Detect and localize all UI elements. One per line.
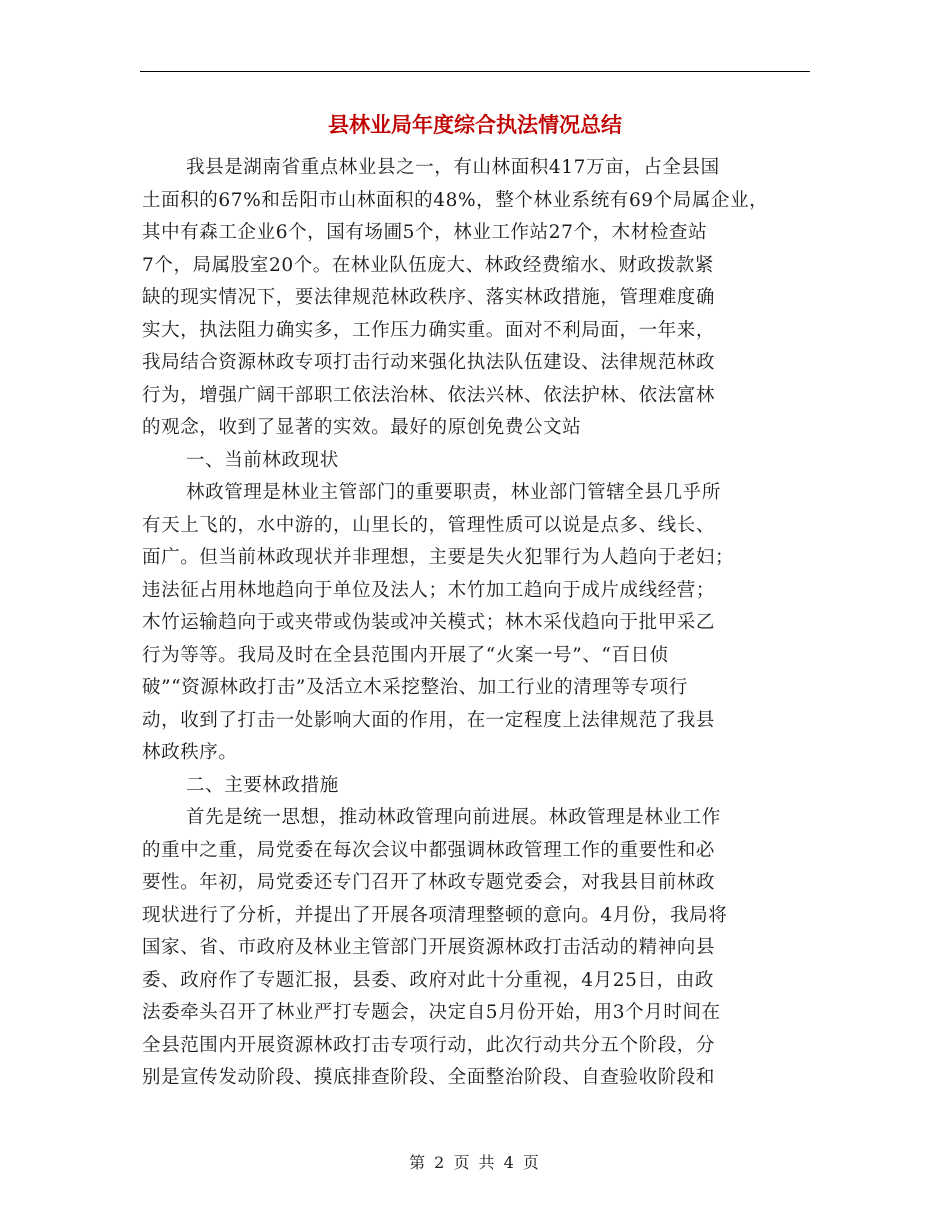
body-line: 木竹运输趋向于或夹带或伪装或冲关模式；林木采伐趋向于批甲采乙	[142, 612, 716, 633]
body-line: 现状进行了分析，并提出了开展各项清理整顿的意向。4月份，我局将	[142, 904, 728, 926]
body-line: 林政秩序。	[142, 742, 238, 763]
body-line: 的观念，收到了显著的实效。最好的原创免费公文站	[142, 417, 582, 438]
body-line: 法委牵头召开了林业严打专题会，决定自5月份开始，用3个月时间在	[142, 1002, 721, 1023]
section-heading: 二、主要林政措施	[186, 774, 339, 796]
body-line: 其中有森工企业6个，国有场圃5个，林业工作站27个，木材检查站	[142, 222, 708, 243]
body-line: 行为等等。我局及时在全县范围内开展了“火案一号”、“百日侦	[142, 644, 669, 666]
body-line: 林政管理是林业主管部门的重要职责，林业部门管辖全县几乎所	[186, 482, 721, 503]
body-line: 的重中之重，局党委在每次会议中都强调林政管理工作的重要性和必	[142, 839, 716, 861]
body-line: 面广。但当前林政现状并非理想，主要是失火犯罪行为人趋向于老妇；	[142, 547, 735, 568]
body-line: 缺的现实情况下，要法律规范林政秩序、落实林政措施，管理难度确	[142, 287, 716, 308]
body-line: 首先是统一思想，推动林政管理向前进展。林政管理是林业工作	[186, 807, 721, 828]
section-heading: 一、当前林政现状	[186, 449, 339, 471]
body-line: 动，收到了打击一处影响大面的作用，在一定程度上法律规范了我县	[142, 709, 716, 731]
body-line: 我局结合资源林政专项打击行动来强化执法队伍建设、法律规范林政	[142, 352, 716, 373]
body-line: 要性。年初，局党委还专门召开了林政专题党委会，对我县目前林政	[142, 872, 716, 893]
body-line: 7个，局属股室20个。在林业队伍庞大、林政经费缩水、财政拨款紧	[142, 254, 714, 276]
body-line: 全县范围内开展资源林政打击专项行动，此次行动共分五个阶段，分	[142, 1034, 716, 1056]
document-title: 县林业局年度综合执法情况总结	[328, 113, 622, 137]
header-rule	[140, 71, 810, 72]
page-number: 第 2 页 共 4 页	[409, 1153, 541, 1172]
body-line: 别是宣传发动阶段、摸底排查阶段、全面整治阶段、自查验收阶段和	[142, 1067, 716, 1088]
body-line: 土面积的67%和岳阳市山林面积的48%，整个林业系统有69个局属企业，	[142, 189, 769, 211]
body-line: 实大，执法阻力确实多，工作压力确实重。面对不利局面，一年来，	[142, 319, 716, 341]
body-line: 行为，增强广阔干部职工依法治林、依法兴林、依法护林、依法富林	[142, 384, 716, 406]
body-line: 国家、省、市政府及林业主管部门开展资源林政打击活动的精神向县	[142, 937, 716, 958]
body-line: 委、政府作了专题汇报，县委、政府对此十分重视，4月25日，由政	[142, 969, 714, 991]
body-line: 我县是湖南省重点林业县之一，有山林面积417万亩，占全县国	[186, 157, 720, 178]
body-line: 有天上飞的，水中游的，山里长的，管理性质可以说是点多、线长、	[142, 514, 716, 536]
body-line: 破”“资源林政打击”及活立木采挖整治、加工行业的清理等专项行	[142, 677, 688, 698]
document-body	[142, 152, 822, 1095]
body-line: 违法征占用林地趋向于单位及法人；木竹加工趋向于成片成线经营；	[142, 579, 716, 601]
